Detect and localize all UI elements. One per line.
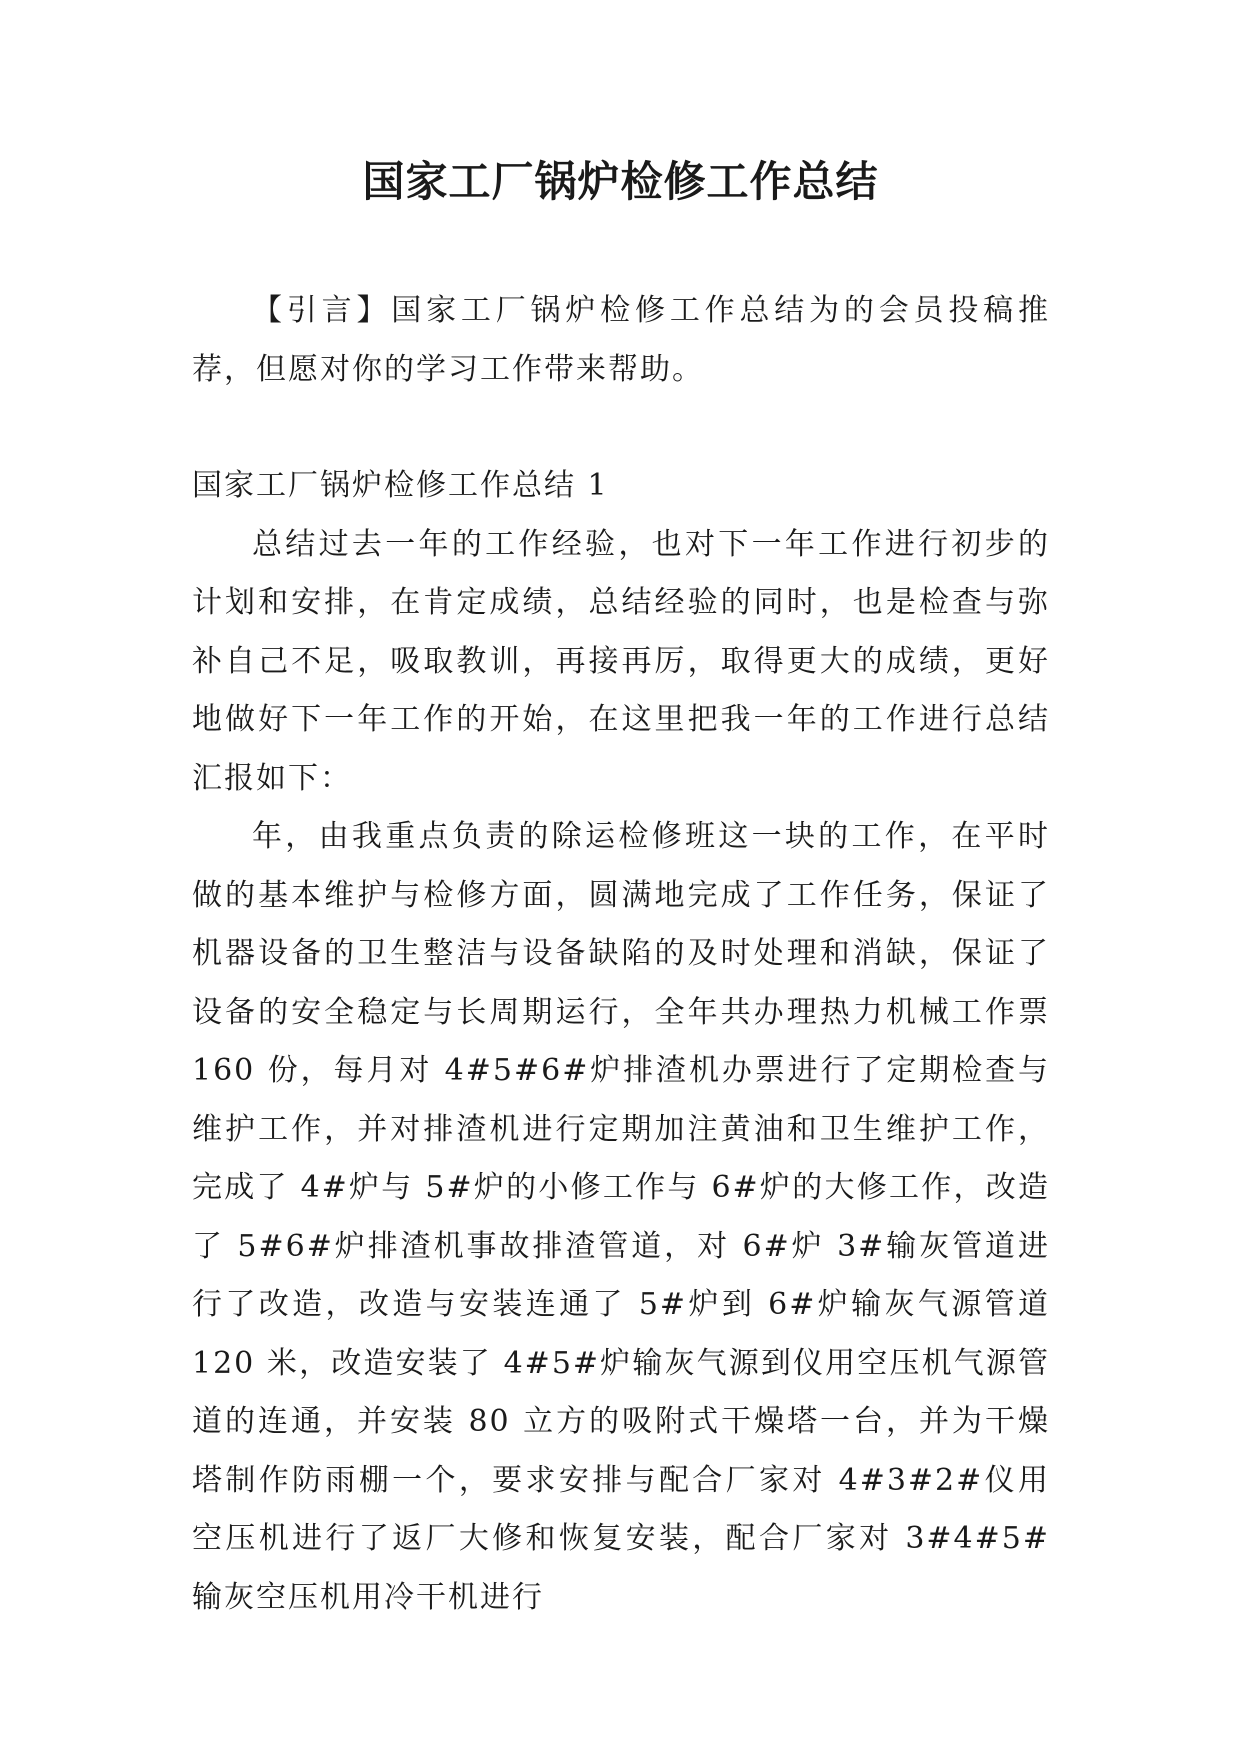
- document-title: 国家工厂锅炉检修工作总结: [362, 157, 879, 206]
- body-paragraph-1: 总结过去一年的工作经验，也对下一年工作进行初步的计划和安排，在肯定成绩，总结经验的同时，也是检查与弥补自己不足，吸取教训，再接再厉，取得更大的成绩，更好地做好下一年工作的开始，在这里把我一年的工作进行总结汇报如下：: [192, 526, 1050, 796]
- section-heading: 国家工厂锅炉检修工作总结 1: [192, 468, 609, 503]
- body-paragraph-2: 年，由我重点负责的除运检修班这一块的工作，在平时做的基本维护与检修方面，圆满地完成了工作任务，保证了机器设备的卫生整洁与设备缺陷的及时处理和消缺，保证了设备的安全稳定与长周期运行，全年共办理热力机械工作票 160 份，每月对 4#5#6#炉排渣机办票进行了定期检查与维护工作，并对排渣机进行定期加注黄油和卫生维护工作，完成了 4#炉与 5#炉的小修工作与 6#炉的大修工作，改造了 5#6#炉排渣机事故排渣管道，对 6#炉 3#输灰管道进行了改造，改造与安装连通了 5#炉到 6#炉输灰气源管道 120 米，改造安装了 4#5#炉输灰气源到仪用空压机气源管道的连通，并安装 80 立方的吸附式干燥塔一台，并为干燥塔制作防雨棚一个，要求安排与配合厂家对 4#3#2#仪用空压机进行了返厂大修和恢复安装，配合厂家对 3#4#5#输灰空压机用冷干机进行: [192, 819, 1050, 1615]
- document-body: [192, 282, 1050, 1627]
- intro-paragraph: 【引言】国家工厂锅炉检修工作总结为的会员投稿推荐，但愿对你的学习工作带来帮助。: [192, 293, 1050, 387]
